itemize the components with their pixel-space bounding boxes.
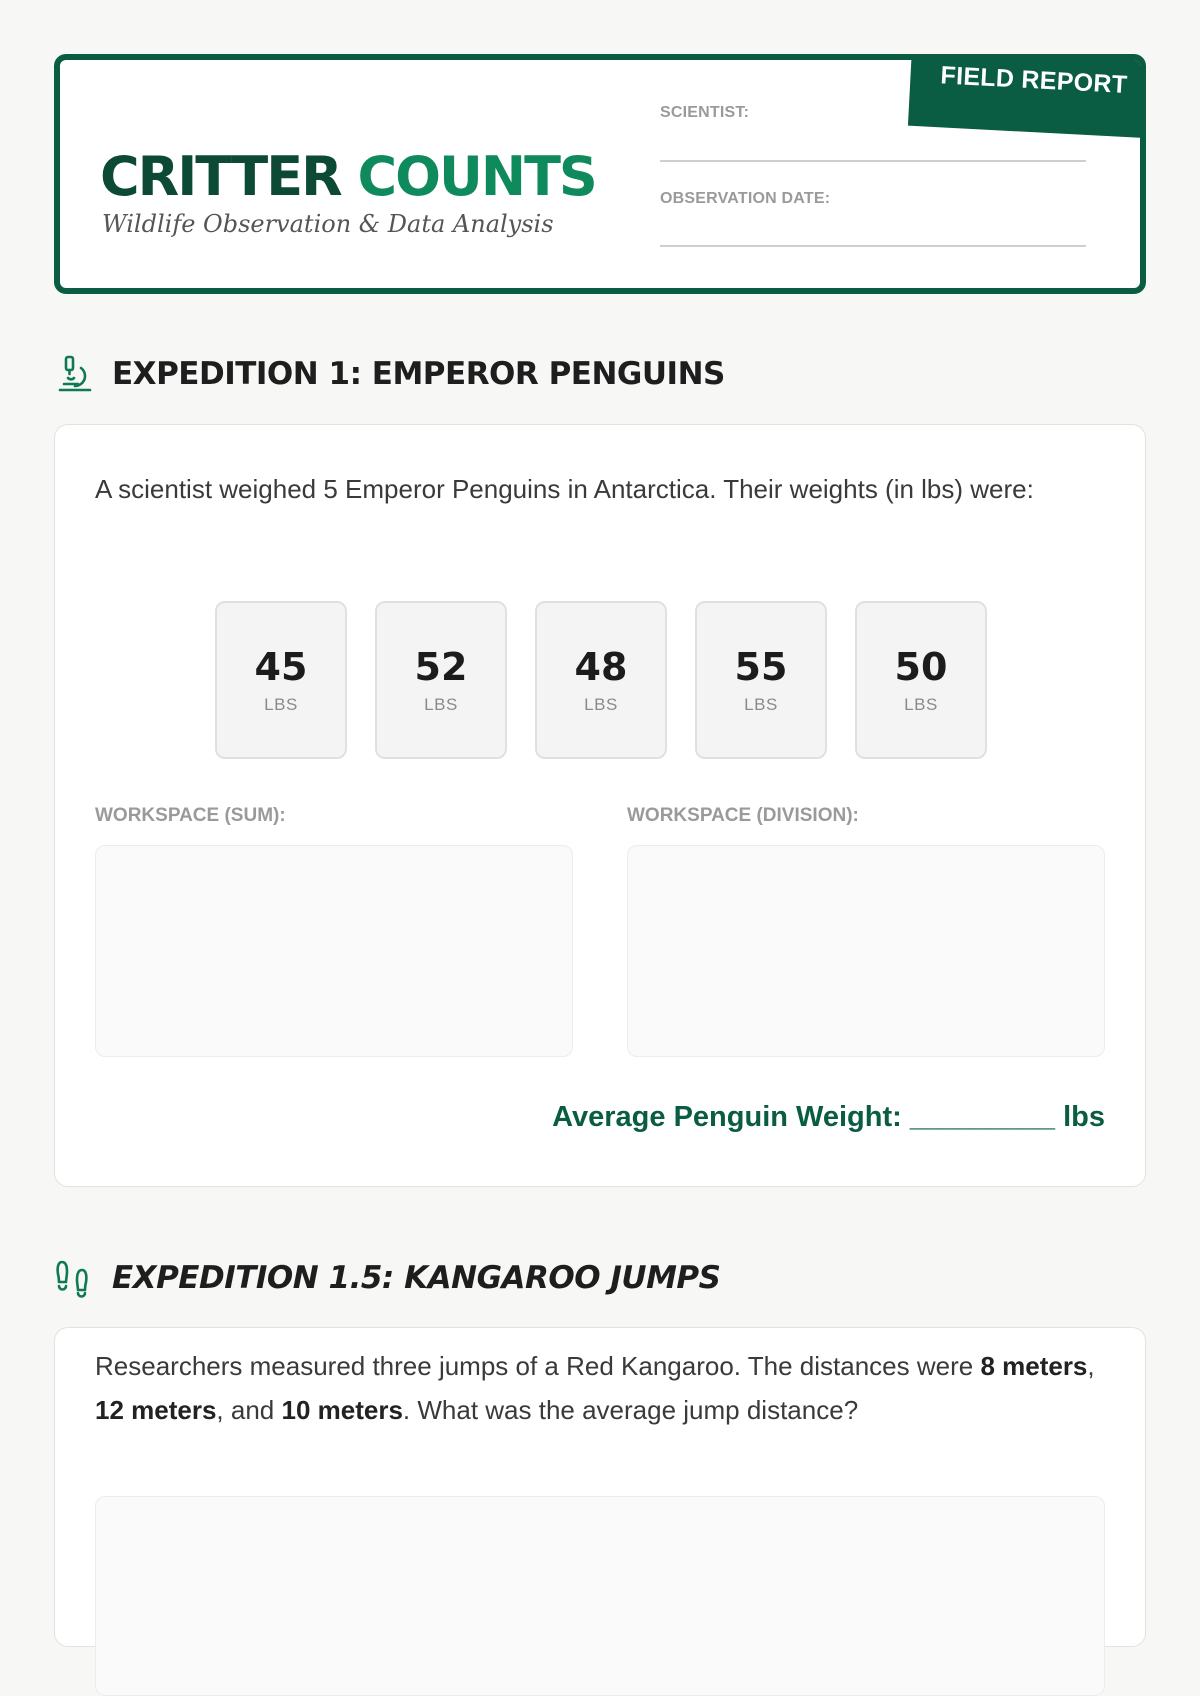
weight-unit: LBS	[744, 695, 778, 714]
expedition-1-prompt: A scientist weighed 5 Emperor Penguins in Antarctica. Their weights (in lbs) were:	[95, 474, 1034, 504]
expedition-1-heading	[54, 352, 1146, 396]
answer-label: Average Penguin Weight:	[552, 1101, 902, 1133]
scientist-label: SCIENTIST:	[660, 104, 750, 121]
observation-date-label: OBSERVATION DATE:	[660, 190, 831, 207]
weight-unit: LBS	[584, 695, 618, 714]
expedition-2-card	[54, 1327, 1146, 1647]
weight-value: 52	[414, 645, 468, 689]
weight-unit: LBS	[264, 695, 298, 714]
title-part-2: COUNTS	[357, 145, 596, 208]
weight-value: 48	[574, 645, 628, 689]
report-header	[54, 54, 1146, 294]
jump-distance: 8 meters	[980, 1351, 1088, 1381]
page-title	[100, 144, 596, 210]
jump-distance: 12 meters	[95, 1395, 217, 1425]
weight-tile	[855, 601, 987, 759]
scientist-field[interactable]	[660, 160, 1086, 162]
expedition-2-title: EXPEDITION 1.5: KANGAROO JUMPS	[112, 1260, 721, 1296]
weight-tile	[535, 601, 667, 759]
expedition-2-heading	[54, 1256, 1146, 1300]
workspace-box[interactable]	[95, 1496, 1105, 1696]
workspace-division-label: WORKSPACE (DIVISION):	[627, 805, 859, 826]
prompt-separator: ,	[1087, 1351, 1095, 1381]
footprints-icon	[54, 1258, 94, 1298]
weight-unit: LBS	[904, 695, 938, 714]
expedition-1-title: EXPEDITION 1: EMPEROR PENGUINS	[112, 356, 725, 392]
weight-tile	[215, 601, 347, 759]
field-report-ribbon: FIELD REPORT	[908, 54, 1146, 138]
weight-value: 50	[894, 645, 948, 689]
weight-value: 45	[254, 645, 308, 689]
weight-tile	[695, 601, 827, 759]
prompt-text: Researchers measured three jumps of a Red Kangaroo. The distances were	[95, 1351, 981, 1381]
prompt-text: . What was the average jump distance?	[402, 1395, 859, 1425]
expedition-2-prompt	[95, 1344, 1105, 1432]
expedition-1-card	[54, 424, 1146, 1187]
jump-distance: 10 meters	[281, 1395, 403, 1425]
weight-tile	[375, 601, 507, 759]
answer-unit: lbs	[1063, 1101, 1105, 1133]
prompt-separator: , and	[216, 1395, 282, 1425]
weights-row	[215, 601, 1015, 759]
weight-unit: LBS	[424, 695, 458, 714]
workspace-division-box[interactable]	[627, 845, 1105, 1057]
answer-blank[interactable]: _________	[909, 1101, 1056, 1133]
workspace-sum-box[interactable]	[95, 845, 573, 1057]
workspace-sum-label: WORKSPACE (SUM):	[95, 805, 286, 826]
average-weight-answer	[552, 1101, 1105, 1134]
weight-value: 55	[734, 645, 788, 689]
page-subtitle: Wildlife Observation & Data Analysis	[102, 210, 554, 238]
observation-date-field[interactable]	[660, 245, 1086, 247]
title-part-1: CRITTER	[100, 145, 341, 208]
microscope-icon	[54, 354, 94, 394]
